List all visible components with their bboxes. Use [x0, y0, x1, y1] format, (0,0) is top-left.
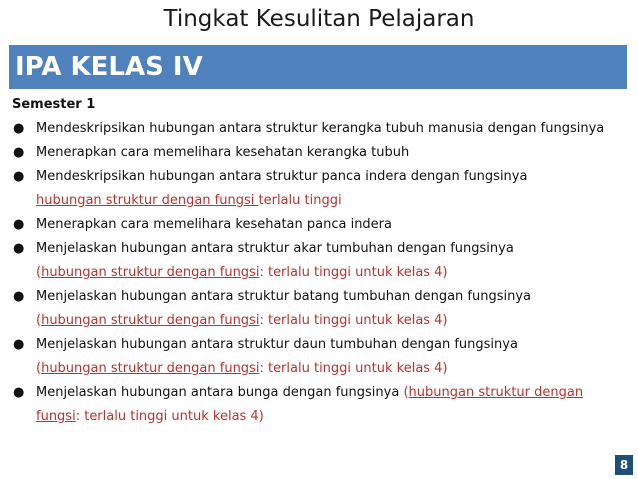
- bullet-icon: ●: [13, 385, 25, 400]
- note-text: terlalu tinggi: [258, 193, 342, 208]
- note-text: : terlalu tinggi untuk kelas 4): [259, 313, 448, 328]
- list-item: [12, 333, 612, 381]
- note-text: : terlalu tinggi untuk kelas 4): [259, 265, 448, 280]
- bullet-icon: ●: [13, 241, 25, 256]
- bullet-icon: ●: [13, 121, 25, 136]
- bullet-icon: ●: [13, 145, 25, 160]
- note-link: hubungan struktur dengan fungsi: [36, 385, 584, 424]
- item-text: Menjelaskan hubungan antara struktur daun tumbuhan dengan fungsinya: [36, 337, 518, 352]
- topic-list: [12, 117, 612, 429]
- list-item: [12, 117, 612, 141]
- slide-title: Tingkat Kesulitan Pelajaran: [163, 6, 475, 32]
- semester-heading: Semester 1: [12, 97, 96, 112]
- note-text: : terlalu tinggi untuk kelas 4): [75, 409, 264, 424]
- note-paren: (: [403, 385, 409, 400]
- note-link: hubungan struktur dengan fungsi: [41, 361, 260, 376]
- bullet-icon: ●: [13, 169, 25, 184]
- item-text: Menjelaskan hubungan antara bunga dengan fungsinya: [36, 385, 404, 400]
- item-text: Menerapkan cara memelihara kesehatan panca indera: [36, 217, 392, 232]
- slide-content: [12, 93, 612, 429]
- list-item: [12, 165, 612, 213]
- note-link: hubungan struktur dengan fungsi: [36, 193, 259, 208]
- list-item: [12, 381, 612, 429]
- item-text: Mendeskripsikan hubungan antara struktur kerangka tubuh manusia dengan fungsinya: [36, 121, 605, 136]
- note-link: hubungan struktur dengan fungsi: [41, 265, 260, 280]
- bullet-icon: ●: [13, 337, 25, 352]
- note-paren: (: [36, 265, 42, 280]
- list-item: [12, 237, 612, 285]
- item-text: Menerapkan cara memelihara kesehatan kerangka tubuh: [36, 145, 410, 160]
- note-link: hubungan struktur dengan fungsi: [41, 313, 260, 328]
- bullet-icon: ●: [13, 217, 25, 232]
- list-item: [12, 213, 612, 237]
- note-text: : terlalu tinggi untuk kelas 4): [259, 361, 448, 376]
- note-paren: (: [36, 313, 42, 328]
- list-item: [12, 141, 612, 165]
- section-banner: [9, 45, 627, 89]
- list-item: [12, 285, 612, 333]
- item-text: Mendeskripsikan hubungan antara struktur panca indera dengan fungsinya: [36, 169, 528, 184]
- item-text: Menjelaskan hubungan antara struktur akar tumbuhan dengan fungsinya: [36, 241, 514, 256]
- note-paren: (: [36, 361, 42, 376]
- banner-label: IPA KELAS IV: [15, 52, 203, 82]
- page-number-badge: 8: [615, 455, 633, 475]
- bullet-icon: ●: [13, 289, 25, 304]
- item-text: Menjelaskan hubungan antara struktur batang tumbuhan dengan fungsinya: [36, 289, 532, 304]
